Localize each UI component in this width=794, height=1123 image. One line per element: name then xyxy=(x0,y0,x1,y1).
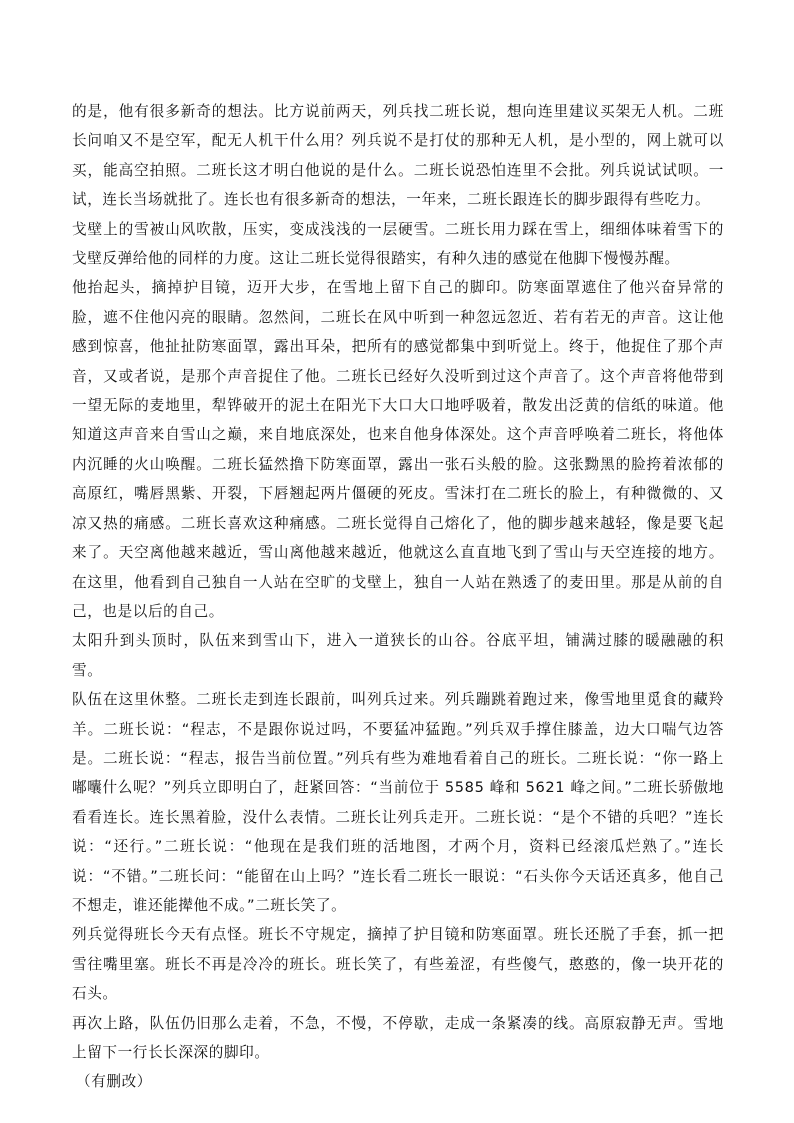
paragraph: 戈壁上的雪被山风吹散，压实，变成浅浅的一层硬雪。二班长用力踩在雪上，细细体味着雪下的戈壁反弹给他的同样的力度。这让二班长觉得很踏实，有种久违的感觉在他脚下慢慢苏醒。 xyxy=(72,220,724,268)
edit-note: （有删改） xyxy=(76,1073,152,1091)
document-page xyxy=(72,97,724,1097)
paragraph: 再次上路，队伍仍旧那么走着，不急，不慢，不停歇，走成一条紧凑的线。高原寂静无声。雪地上留下一行长长深深的脚印。 xyxy=(72,1014,724,1061)
paragraph: 队伍在这里休整。二班长走到连长跟前，叫列兵过来。列兵蹦跳着跑过来，像雪地里觅食的藏羚羊。二班长说：“程志，不是跟你说过吗，不要猛冲猛跑。”列兵双手撑住膝盖，边大口喘气边答是。二班长说：“程志，报告当前位置。”列兵有些为难地看着自己的班长。二班长说：“你一路上嘟囔什么呢？”列兵立即明白了，赶紧回答：“当前位于 5585 峰和 5621 峰之间。”二班长骄傲地看看连长。连长黑着脸，没什么表情。二班长让列兵走开。二班长说：“是个不错的兵吧？”连长说：“还行。”二班长说：“他现在是我们班的活地图，才两个月，资料已经滚瓜烂熟了。”连长说：“不错。”二班长问：“能留在山上吗？”连长看二班长一眼说：“石头你今天话还真多，他自己不想走，谁还能撵他不成。”二班长笑了。 xyxy=(72,691,724,914)
paragraph: 列兵觉得班长今天有点怪。班长不守规定，摘掉了护目镜和防寒面罩。班长还脱了手套，抓一把雪往嘴里塞。班长不再是冷冷的班长。班长笑了，有些羞涩，有些傻气，憨憨的，像一块开花的石头。 xyxy=(72,926,724,1003)
paragraph: 太阳升到头顶时，队伍来到雪山下，进入一道狭长的山谷。谷底平坦，铺满过膝的暖融融的积雪。 xyxy=(72,632,724,679)
paragraph: 的是，他有很多新奇的想法。比方说前两天，列兵找二班长说，想向连里建议买架无人机。二班长问咱又不是空军，配无人机干什么用？列兵说不是打仗的那种无人机，是小型的，网上就可以买，能高空拍照。二班长这才明白他说的是什么。二班长说恐怕连里不会批。列兵说试试呗。一试，连长当场就批了。连长也有很多新奇的想法，一年来，二班长跟连长的脚步跟得有些吃力。 xyxy=(72,103,724,209)
paragraph: 他抬起头，摘掉护目镜，迈开大步，在雪地上留下自己的脚印。防寒面罩遮住了他兴奋异常的脸，遮不住他闪亮的眼睛。忽然间，二班长在风中听到一种忽远忽近、若有若无的声音。这让他感到惊喜，他扯扯防寒面罩，露出耳朵，把所有的感觉都集中到听觉上。终于，他捉住了那个声音，又或者说，是那个声音捉住了他。二班长已经好久没听到过这个声音了。这个声音将他带到一望无际的麦地里，犁铧破开的泥土在阳光下大口大口地呼吸着，散发出泛黄的信纸的味道。他知道这声音来自雪山之巅，来自地底深处，也来自他身体深处。这个声音呼唤着二班长，将他体内沉睡的火山唤醒。二班长猛然撸下防寒面罩，露出一张石头般的脸。这张黝黑的脸挎着浓郁的高原红，嘴唇黑紫、开裂，下唇翘起两片僵硬的死皮。雪沫打在二班长的脸上，有种微微的、又凉又热的痛感。二班长喜欢这种痛感。二班长觉得自己熔化了，他的脚步越来越轻，像是要飞起来了。天空离他越来越近，雪山离他越来越近，他就这么直直地飞到了雪山与天空连接的地方。在这里，他看到自己独自一人站在空旷的戈壁上，独自一人站在熟透了的麦田里。那是从前的自己，也是以后的自己。 xyxy=(72,279,724,620)
